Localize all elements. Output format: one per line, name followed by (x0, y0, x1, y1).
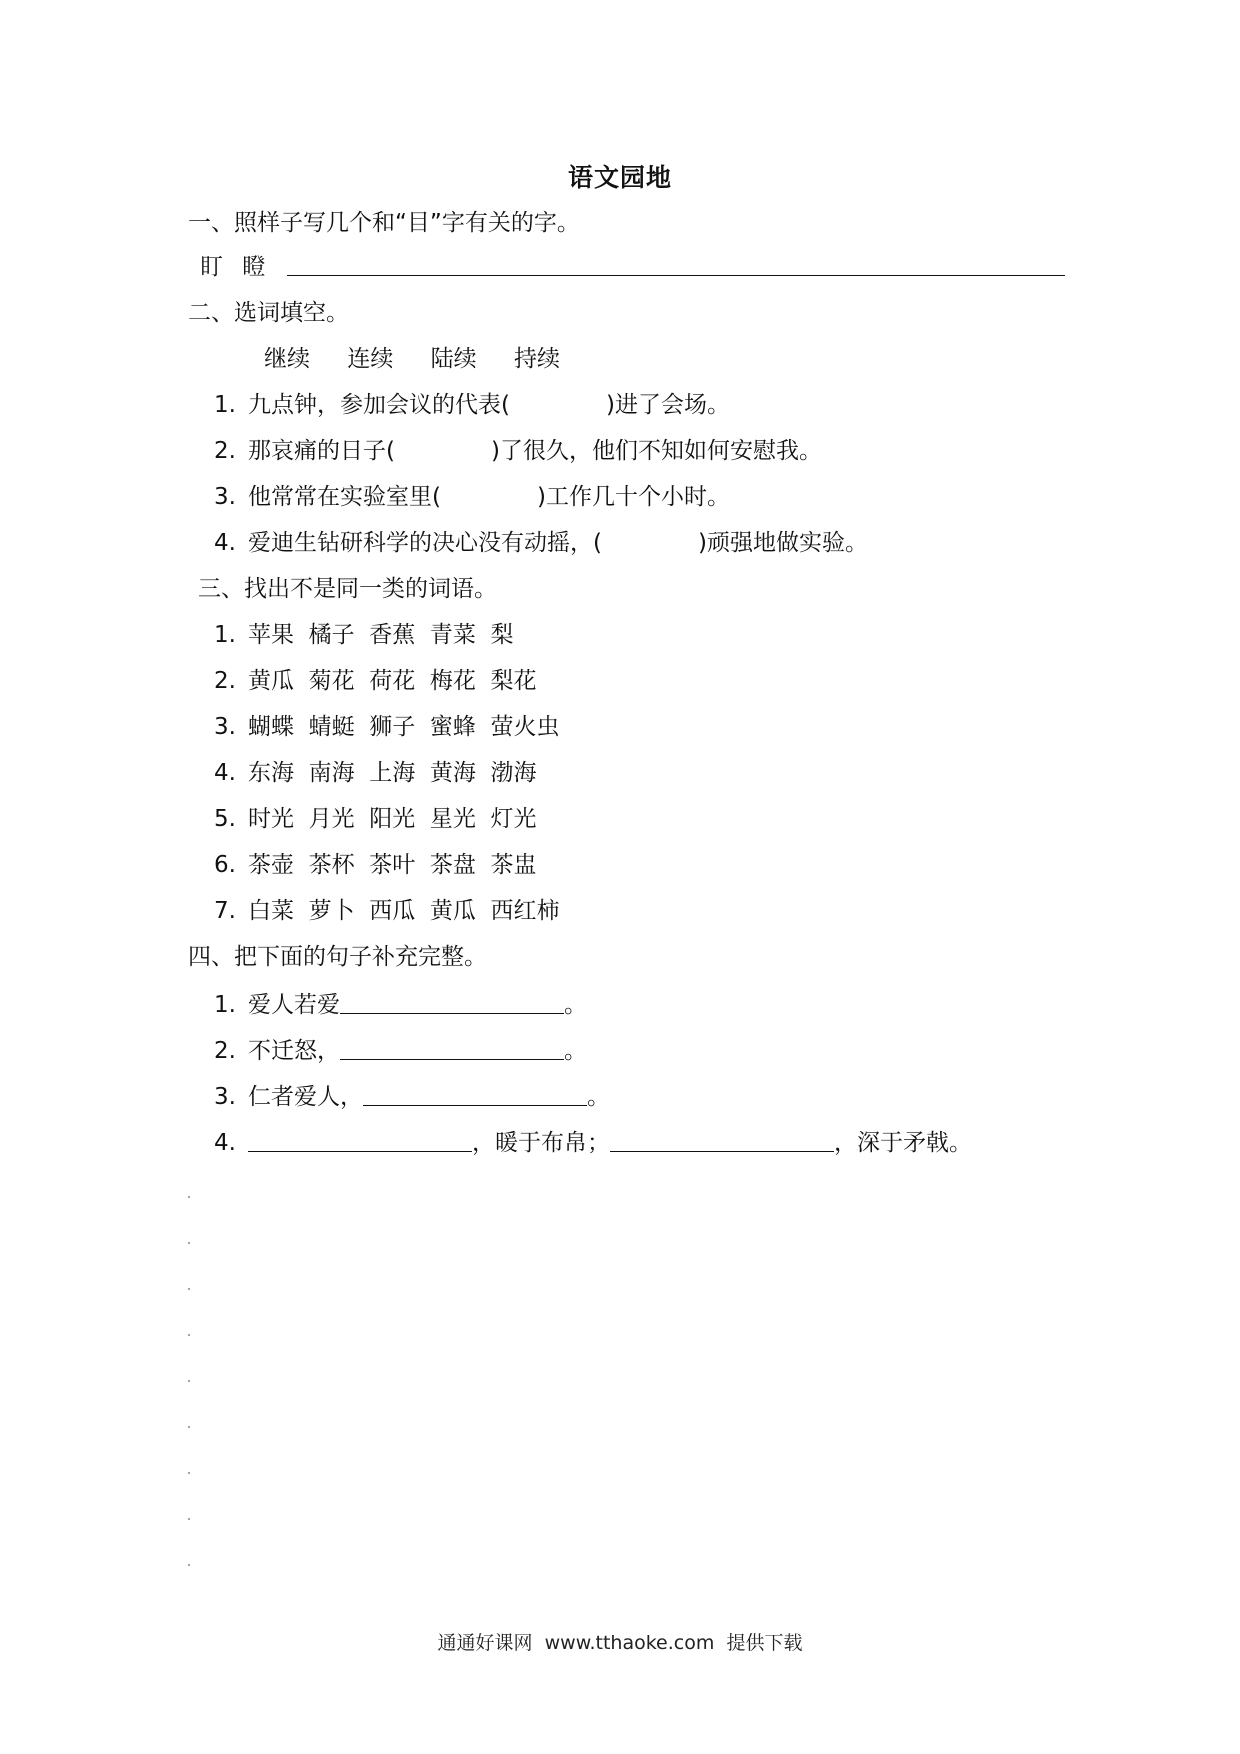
margin-dot (188, 1426, 190, 1428)
item-number: 6. (214, 852, 236, 878)
item-text: 。 (587, 1084, 610, 1110)
item-text: 那哀痛的日子( (248, 438, 395, 464)
section4-item (214, 990, 587, 1020)
item-text: ，暖于布帛； (472, 1130, 610, 1156)
item-number: 4. (214, 1130, 236, 1156)
choice-word: 继续 (264, 346, 310, 372)
item-text: 不迁怒， (248, 1038, 340, 1064)
answer-line[interactable] (248, 1129, 472, 1152)
item-number: 2. (214, 438, 236, 464)
item-text: 。 (564, 992, 587, 1018)
section1-example: 盯 瞪 (200, 254, 272, 280)
margin-dot (188, 1564, 190, 1566)
item-number: 1. (214, 622, 236, 648)
section3-item (214, 804, 537, 834)
item-number: 1. (214, 392, 236, 418)
section4-item (214, 1082, 610, 1112)
item-text: )进了会场。 (605, 392, 730, 418)
section3-item (214, 758, 537, 788)
margin-dot (188, 1518, 190, 1520)
choice-word: 陆续 (430, 346, 477, 372)
section2-heading: 二、选词填空。 (188, 300, 349, 326)
section3-item (214, 896, 560, 926)
item-text: 茶壶 茶杯 茶叶 茶盘 茶盅 (248, 852, 537, 878)
section2-item (214, 390, 730, 420)
section4-item (214, 1036, 587, 1066)
item-number: 2. (214, 668, 236, 694)
section3-item (214, 712, 560, 742)
page-footer: 通通好课网 www.tthaoke.com 提供下载 (437, 1632, 803, 1654)
section2-choices (264, 344, 590, 374)
item-number: 2. (214, 1038, 236, 1064)
margin-dot (188, 1334, 190, 1336)
item-text: 黄瓜 菊花 荷花 梅花 梨花 (248, 668, 537, 694)
section2-item (214, 482, 730, 512)
section2-item (214, 528, 868, 558)
item-text: 苹果 橘子 香蕉 青菜 梨 (248, 622, 514, 648)
item-text: )顽强地做实验。 (697, 530, 868, 556)
section2-item (214, 436, 822, 466)
item-number: 3. (214, 484, 236, 510)
section3-heading: 三、找出不是同一类的词语。 (198, 576, 497, 602)
section3-item (214, 850, 537, 880)
item-text: 九点钟，参加会议的代表( (248, 392, 510, 418)
answer-line[interactable] (340, 991, 564, 1014)
section1-answer-line[interactable] (287, 253, 1065, 276)
section3-item (214, 666, 537, 696)
section4-heading: 四、把下面的句子补充完整。 (188, 944, 487, 970)
item-text: 他常常在实验室里( (248, 484, 441, 510)
page-title: 语文园地 (567, 163, 672, 192)
item-text: 时光 月光 阳光 星光 灯光 (248, 806, 537, 832)
item-text: 。 (564, 1038, 587, 1064)
choice-word: 连续 (347, 346, 394, 372)
item-text: )了很久，他们不知如何安慰我。 (490, 438, 822, 464)
margin-dot (188, 1288, 190, 1290)
answer-line[interactable] (610, 1129, 834, 1152)
item-text: 爱迪生钻研科学的决心没有动摇，( (248, 530, 602, 556)
item-number: 3. (214, 1084, 236, 1110)
margin-dot (188, 1242, 190, 1244)
item-text: 仁者爱人， (248, 1084, 363, 1110)
section3-item (214, 620, 514, 650)
item-text: 蝴蝶 蜻蜓 狮子 蜜蜂 萤火虫 (248, 714, 560, 740)
item-text: 爱人若爱 (248, 992, 340, 1018)
section1-example-row (200, 252, 1065, 282)
item-number: 3. (214, 714, 236, 740)
item-text: )工作几十个小时。 (536, 484, 730, 510)
section1-heading: 一、照样子写几个和“目”字有关的字。 (188, 210, 580, 236)
item-text: 东海 南海 上海 黄海 渤海 (248, 760, 537, 786)
margin-dot (188, 1196, 190, 1198)
answer-line[interactable] (363, 1083, 587, 1106)
item-number: 5. (214, 806, 236, 832)
section4-item (214, 1128, 972, 1158)
margin-dot (188, 1380, 190, 1382)
item-number: 1. (214, 992, 236, 1018)
item-number: 4. (214, 760, 236, 786)
item-number: 7. (214, 898, 236, 924)
item-text: 白菜 萝卜 西瓜 黄瓜 西红柿 (248, 898, 560, 924)
item-number: 4. (214, 530, 236, 556)
choice-word: 持续 (513, 346, 560, 372)
item-text: ，深于矛戟。 (834, 1130, 972, 1156)
answer-line[interactable] (340, 1037, 564, 1060)
margin-dot (188, 1472, 190, 1474)
